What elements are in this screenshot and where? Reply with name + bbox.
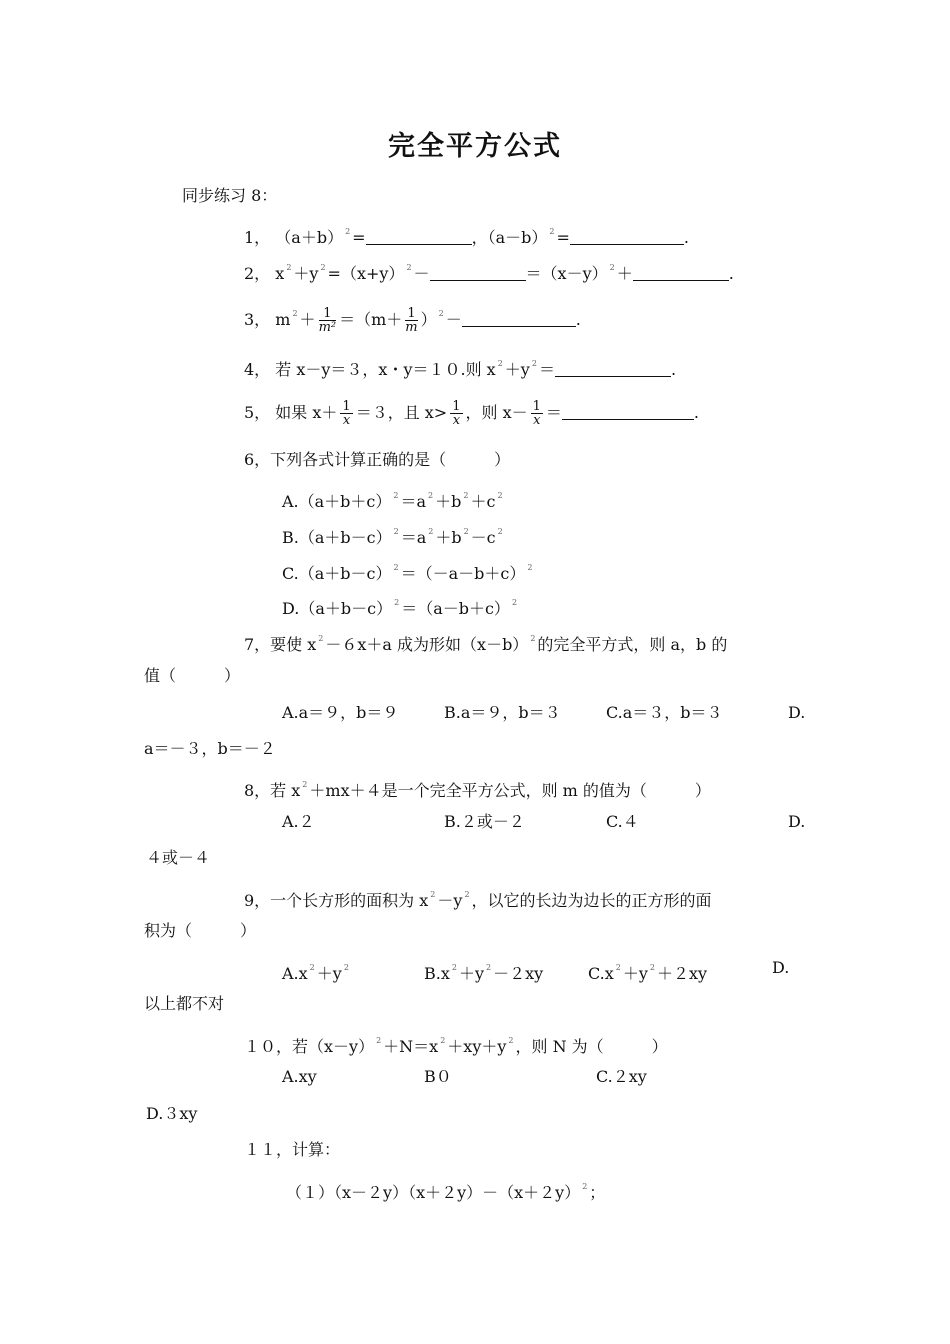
option-d: D. bbox=[788, 812, 806, 831]
question-1: 1， （a＋b） $^2$ = ，（a－b） $^2$ = . bbox=[244, 227, 689, 247]
option-c: C.a＝３，b＝３ bbox=[606, 703, 723, 722]
question-8: 8，若 x $^2$ ＋mx＋４是一个完全平方公式，则 m 的值为（ ） bbox=[244, 780, 711, 800]
answer-blank[interactable] bbox=[570, 228, 684, 245]
question-9: 9，一个长方形的面积为 x $^2$ －y $^2$ ，以它的长边为边长的正方形的面 bbox=[244, 890, 712, 910]
question-2: 2， x $^2$ ＋y $^2$ =（x+y） $^2$ － ＝（x－y） $^2$ ＋ . bbox=[244, 263, 734, 283]
option-c: C.２xy bbox=[596, 1067, 647, 1086]
option-a: A.（a＋b＋c） $^2$ ＝a $^2$ ＋b $^2$ ＋c $^2$ bbox=[282, 491, 503, 511]
option-b: B.a＝９，b＝３ bbox=[444, 703, 561, 722]
option-b: B.（a＋b－c） $^2$ ＝a $^2$ ＋b $^2$ －c $^2$ bbox=[282, 527, 503, 547]
answer-blank[interactable] bbox=[562, 403, 694, 420]
question-5: 5， 如果 x＋ $\frac{1}{x}$ ＝３，且 x> $\frac{1}{x}$ ，则 x－ $\frac{1}{x}$ ＝ . bbox=[244, 399, 700, 428]
answer-blank[interactable] bbox=[555, 360, 671, 377]
option-b: B０ bbox=[424, 1067, 452, 1086]
question-11: １１，计算： bbox=[244, 1140, 341, 1159]
answer-blank[interactable] bbox=[462, 310, 576, 327]
question-7-cont: 值（ ） bbox=[144, 666, 241, 685]
option-d: D.（a＋b－c） $^2$ ＝（a－b＋c） $^2$ bbox=[282, 598, 518, 618]
option-a: A.xy bbox=[282, 1067, 317, 1086]
option-d-cont: ４或－４ bbox=[146, 848, 211, 867]
question-9-cont: 积为（ ） bbox=[144, 921, 257, 940]
question-10: １０，若（x－y） $^2$ ＋N＝x $^2$ ＋xy＋y $^2$ ，则 N 为（ ） bbox=[244, 1036, 668, 1056]
option-d: D.３xy bbox=[146, 1104, 198, 1123]
option-d-cont: 以上都不对 bbox=[144, 994, 225, 1013]
answer-blank[interactable] bbox=[366, 228, 472, 245]
fraction: $\frac{1}{\text{m²}}$ bbox=[318, 306, 337, 335]
answer-blank[interactable] bbox=[633, 264, 729, 281]
question-11-part-1: （１）（x－２y）（x＋２y）－（x＋２y） $^2$ ； bbox=[286, 1182, 606, 1202]
question-7: 7，要使 x $^2$ －６x＋a 成为形如（x－b） $^2$ 的完全平方式，则 a，b 的 bbox=[244, 634, 728, 654]
option-a: A.２ bbox=[282, 812, 315, 831]
section-label: 同步练习 8： bbox=[182, 186, 278, 205]
option-d: D. bbox=[772, 958, 790, 977]
page-title: 完全平方公式 bbox=[388, 131, 562, 162]
option-b: B.x $^2$ ＋y $^2$ －２xy bbox=[424, 963, 544, 983]
option-a: A.x $^2$ ＋y $^2$ bbox=[282, 963, 349, 983]
fraction: $\frac{1}{m}$ bbox=[405, 306, 418, 335]
fraction: $\frac{1}{x}$ bbox=[452, 399, 461, 428]
question-4: 4， 若 x－y＝３，x・y＝１０.则 x $^2$ ＋y $^2$ ＝ . bbox=[244, 359, 677, 379]
option-d-cont: a＝－３，b＝－２ bbox=[144, 739, 276, 758]
question-6: 6，下列各式计算正确的是（ ） bbox=[244, 450, 511, 469]
question-3: 3， m $^2$ ＋ $\frac{1}{\text{m²}}$ ＝（m＋ $\frac{1}{m}$ ） $^2$ － . bbox=[244, 306, 581, 335]
option-c: C.x $^2$ ＋y $^2$ ＋２xy bbox=[588, 963, 708, 983]
option-c: C.４ bbox=[606, 812, 639, 831]
answer-blank[interactable] bbox=[430, 264, 526, 281]
option-b: B.２或－２ bbox=[444, 812, 525, 831]
fraction: $\frac{1}{x}$ bbox=[342, 399, 351, 428]
option-d: D. bbox=[788, 703, 806, 722]
option-a: A.a＝９，b＝９ bbox=[282, 703, 399, 722]
option-c: C.（a＋b－c） $^2$ ＝（－a－b＋c） $^2$ bbox=[282, 563, 533, 583]
fraction: $\frac{1}{x}$ bbox=[532, 399, 541, 428]
